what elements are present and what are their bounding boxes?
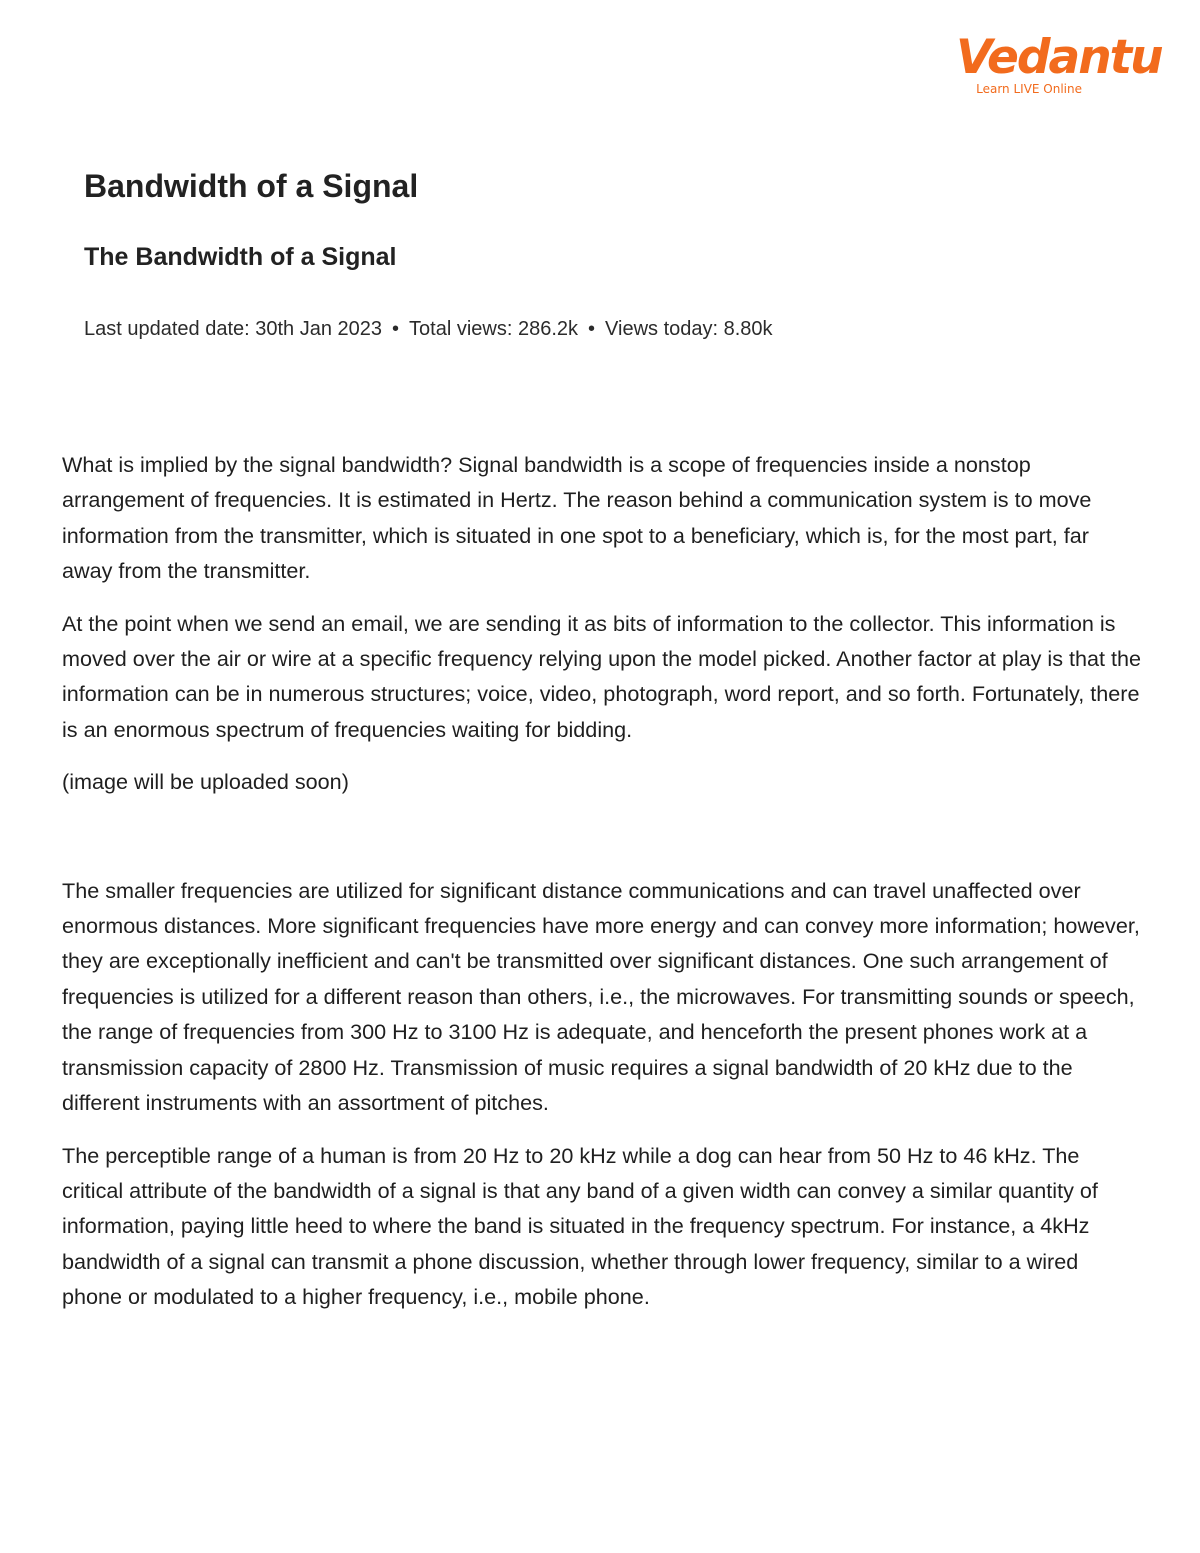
meta-separator: •: [392, 318, 400, 340]
article-body: [62, 447, 1142, 1315]
paragraph: The perceptible range of a human is from 20 Hz to 20 kHz while a dog can hear from 50 Hz to 46 kHz. The critical attribute of the bandwidth of a signal is that any band of a given width can convey a similar quantity of information, paying little heed to where the band is situated in the frequency spectrum. For instance, a 4kHz bandwidth of a signal can transmit a phone discussion, whether through lower frequency, similar to a wired phone or modulated to a higher frequency, i.e., mobile phone.: [62, 1142, 1098, 1310]
total-views: Total views: 286.2k: [409, 318, 579, 340]
last-updated-date: Last updated date: 30th Jan 2023: [84, 318, 383, 340]
logo-wordmark: Vedantu: [956, 30, 1162, 85]
vedantu-logo[interactable]: [956, 30, 1162, 96]
paragraph: At the point when we send an email, we are sending it as bits of information to the collector. This information is moved over the air or wire at a specific frequency relying upon the model picked. Another factor at play is that the information can be in numerous structures; voice, video, photograph, word report, and so forth. Fortunately, there is an enormous spectrum of frequencies waiting for bidding.: [62, 610, 1142, 742]
logo-tagline: Learn LIVE Online: [976, 82, 1082, 96]
paragraph: What is implied by the signal bandwidth? Signal bandwidth is a scope of frequencies inside a nonstop arrangement of frequencies. It is estimated in Hertz. The reason behind a communication system is to move information from the transmitter, which is situated in one spot to a beneficiary, which is, for the most part, far away from the transmitter.: [62, 452, 1092, 584]
page-subtitle: The Bandwidth of a Signal: [84, 243, 397, 271]
page-title: Bandwidth of a Signal: [84, 168, 419, 204]
article-meta: [84, 318, 773, 341]
paragraph: The smaller frequencies are utilized for significant distance communications and can travel unaffected over enormous distances. More significant frequencies have more energy and can convey more information; however, they are exceptionally inefficient and can't be transmitted over significant distances. One such arrangement of frequencies is utilized for a different reason than others, i.e., the microwaves. For transmitting sounds or speech, the range of frequencies from 300 Hz to 3100 Hz is adequate, and henceforth the present phones work at a transmission capacity of 2800 Hz. Transmission of music requires a signal bandwidth of 20 kHz due to the different instruments with an assortment of pitches.: [62, 877, 1140, 1116]
views-today: Views today: 8.80k: [605, 318, 773, 340]
image-placeholder-text: (image will be uploaded soon): [62, 769, 349, 795]
meta-separator: •: [588, 318, 596, 340]
